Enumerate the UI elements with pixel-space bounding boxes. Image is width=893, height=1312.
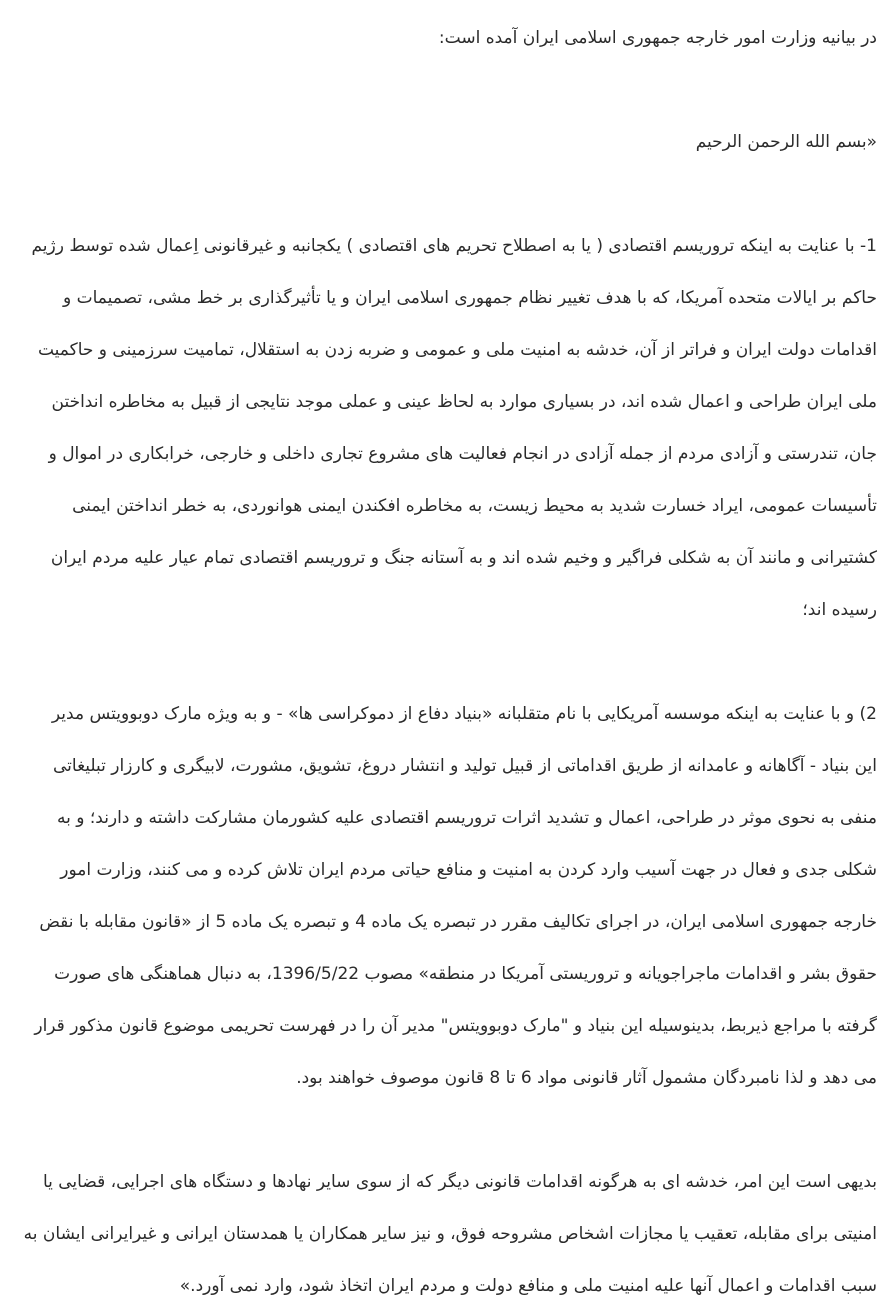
blank-line	[16, 636, 877, 688]
paragraph-line: کشتیرانی و مانند آن به شکلی فراگیر و وخیم شده اند و به آستانه جنگ و تروریسم اقتصادی تمام عیار علیه مردم ایران	[50, 548, 877, 568]
paragraph-line: منفی به نحوی موثر در طراحی، اعمال و تشدید اثرات تروریسم اقتصادی علیه کشورمان مشارکت داشته و دارند؛ و به	[57, 808, 877, 828]
paragraph-line: بدیهی است این امر، خدشه ای به هرگونه اقدامات قانونی دیگر که از سوی سایر نهادها و دستگاه های اجرایی، قضایی یا	[42, 1172, 877, 1192]
paragraph-line: شکلی جدی و فعال در جهت آسیب وارد کردن به امنیت و منافع حیاتی مردم ایران تلاش کرده و می کنند، وزارت امور	[60, 860, 877, 880]
blank-line	[16, 1104, 877, 1156]
blank-line	[16, 64, 877, 116]
paragraph-line: جان، تندرستی و آزادی مردم از جمله آزادی در انجام فعالیت های مشروع تجاری داخلی و خارجی، خرابکاری در اموال و	[48, 444, 877, 464]
intro-line: در بیانیه وزارت امور خارجه جمهوری اسلامی ایران آمده است:	[438, 28, 877, 48]
paragraph-line: گرفته با مراجع ذیربط، بدینوسیله این بنیاد و "مارک دوبوویتس" مدیر آن را در فهرست تحریمی موضوع قانون مذکور قرار	[34, 1016, 877, 1036]
paragraph-line: ملی ایران طراحی و اعمال شده اند، در بسیاری موارد به لحاظ عینی و عملی موجد نتایجی از قبیل به مخاطره انداختن	[51, 392, 877, 412]
blank-line	[16, 168, 877, 220]
paragraph-line: امنیتی برای مقابله، تعقیب یا مجازات اشخاص مشروحه فوق، و نیز سایر همکاران یا همدستان ایرانی و غیرایرانی ایشان به	[23, 1224, 877, 1244]
paragraph-3	[16, 1156, 877, 1312]
paragraph-line: رسیده اند؛	[802, 600, 877, 620]
paragraph-line: اقدامات دولت ایران و فراتر از آن، خدشه به امنیت ملی و عمومی و ضربه زدن به استقلال، تمامیت سرزمینی و حاکمیت	[37, 340, 877, 360]
basmala-line: «بسم الله الرحمن الرحیم	[695, 132, 877, 152]
paragraph-line: خارجه جمهوری اسلامی ایران، در اجرای تکالیف مقرر در تبصره یک ماده 4 و تبصره یک ماده 5 از «قانون مقابله با نقض	[39, 912, 877, 932]
paragraph-1	[16, 220, 877, 636]
paragraph-line: سبب اقدامات و اعمال آنها علیه امنیت ملی و منافع دولت و مردم ایران اتخاذ شود، وارد نمی آورد.»	[179, 1276, 877, 1296]
paragraph-line: 2) و با عنایت به اینکه موسسه آمریکایی با نام متقلبانه «بنیاد دفاع از دموکراسی ها» - و به ویژه مارک دوبوویتس مدیر	[51, 704, 877, 724]
paragraph-line: این بنیاد - آگاهانه و عامدانه از طریق اقداماتی از قبیل تولید و انتشار دروغ، تشویق، مشورت، لابیگری و کارزار تبلیغاتی	[52, 756, 877, 776]
paragraph-line: حاکم بر ایالات متحده آمریکا، که با هدف تغییر نظام جمهوری اسلامی ایران و یا تأثیرگذاری بر خط مشی، تصمیمات و	[63, 288, 877, 308]
paragraph-line: 1- با عنایت به اینکه تروریسم اقتصادی ( یا به اصطلاح تحریم های اقتصادی ) یکجانبه و غیرقانونی اِعمال شده توسط رژیم	[31, 236, 877, 256]
paragraph-line: می دهد و لذا نامبردگان مشمول آثار قانونی مواد 6 تا 8 قانون موصوف خواهند بود.	[296, 1068, 877, 1088]
paragraph-line: حقوق بشر و اقدامات ماجراجویانه و تروریستی آمریکا در منطقه» مصوب 1396/5/22، به دنبال هماهنگی های صورت	[54, 964, 877, 984]
paragraph-line: تأسیسات عمومی، ایراد خسارت شدید به محیط زیست، به مخاطره افکندن ایمنی هوانوردی، به خطر انداختن ایمنی	[72, 496, 877, 516]
paragraph-2	[16, 688, 877, 1104]
